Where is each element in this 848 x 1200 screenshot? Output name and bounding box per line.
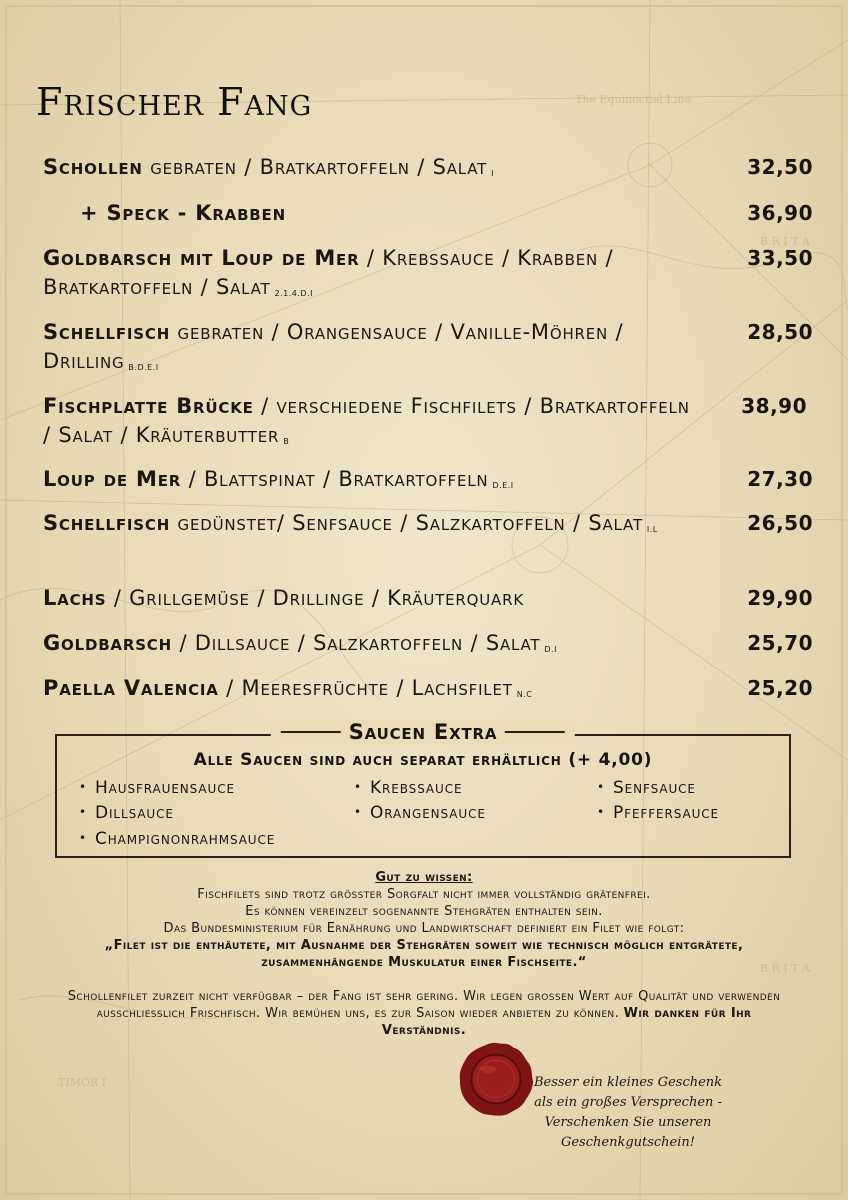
notice-block [0,988,848,1039]
allergen-codes: D.I [544,645,557,654]
menu-item [43,318,813,382]
sauce-item: • Orangensauce [354,803,486,823]
sauce-item: • Pfeffersauce [597,803,719,823]
info-block [0,869,848,971]
availability-notice: Schollenfilet zurzeit nicht verfügbar – der Fang ist sehr gering. Wir legen grossen Wert auf Qualität und verwenden ausschliesslich Frischfisch. Wir bemühen uns, es zur Saison wieder anbieten zu können. [67,989,781,1021]
item-price: 32,50 [747,155,813,179]
allergen-codes: N.C [516,690,533,699]
menu-item [43,674,813,709]
item-name: Goldbarsch [43,631,172,655]
svg-text:TIMOR I: TIMOR I [58,1076,107,1089]
allergen-codes: D.E.I [492,481,514,490]
sauce-item: • Senfsauce [597,778,696,798]
info-line: Fischfilets sind trotz grösster Sorgfalt nicht immer vollständig grätenfrei. [197,887,651,902]
item-name: Goldbarsch mit Loup de Mer [43,246,360,270]
svg-text:B R I T A: B R I T A [760,235,810,248]
menu-item [43,153,813,188]
item-description: gebraten / Orangensauce / Vanille-Möhren / Drilling [43,320,624,373]
sauces-subtitle: Alle Saucen sind auch separat erhältlich (+ 4,00) [193,750,653,770]
item-name: Schellfisch [43,320,171,344]
item-price: 25,20 [747,676,813,700]
item-name: Schollen [43,155,143,179]
menu-item [43,465,813,500]
divider [281,731,341,733]
allergen-codes: I [491,169,494,178]
sauce-item: • Dillsauce [79,803,174,823]
svg-text:The Equinoctial Line: The Equinoctial Line [575,93,691,106]
menu-item [43,244,813,308]
item-price: 36,90 [747,201,813,225]
allergen-codes: I.L [646,525,658,534]
menu-item [43,392,813,456]
item-price: 27,30 [747,467,813,491]
item-description: / Blattspinat / Bratkartoffeln [181,467,489,491]
item-price: 38,90 [741,394,807,418]
item-price: 26,50 [747,511,813,535]
gift-line: Besser ein kleines Geschenk [533,1075,723,1090]
info-heading: Gut zu wissen: [375,870,473,885]
allergen-codes: 2.1.4.D.I [274,289,313,298]
item-name: + Speck - Krabben [80,201,286,225]
page-title: Frischer Fang [36,80,313,124]
item-price: 28,50 [747,320,813,344]
sauce-item: • Champignonrahmsauce [79,829,275,849]
item-price: 25,70 [747,631,813,655]
item-description: / verschiedene Fischfilets / Bratkartoffeln / Salat / Kräuterbutter [43,394,690,447]
sauces-title: Saucen Extra [348,720,498,744]
allergen-codes: B.D.E.I [128,363,159,372]
item-name: Lachs [43,586,107,610]
item-description: gedünstet/ Senfsauce / Salzkartoffeln / Salat [170,511,643,535]
sauce-item: • Hausfrauensauce [79,778,235,798]
menu-item [43,509,813,544]
allergen-codes: B [283,437,290,446]
item-price: 33,50 [747,246,813,270]
sauce-item: • Krebssauce [354,778,462,798]
gift-voucher-text [488,1073,768,1153]
menu-item-addon [43,199,813,228]
sauces-box [55,720,791,858]
info-line: Es können vereinzelt sogenannte Stehgräten enthalten sein. [245,904,603,919]
item-name: Fischplatte Brücke [43,394,254,418]
sauces-heading [271,720,575,744]
item-name: Schellfisch [43,511,171,535]
svg-text:B R I T A: B R I T A [760,962,810,975]
thanks-text: Wir danken für Ihr Verständnis. [381,1006,752,1038]
item-price: 29,90 [747,586,813,610]
divider [505,731,565,733]
gift-line: als ein großes Versprechen - [534,1095,722,1110]
item-description: gebraten / Bratkartoffeln / Salat [142,155,488,179]
item-description: / Krebssauce / Krabben / Bratkartoffeln / Salat [43,246,614,299]
info-line: Das Bundesministerium für Ernährung und Landwirtschaft definiert ein Filet wie folgt: [163,921,685,936]
menu-item [43,629,813,664]
item-name: Paella Valencia [43,676,219,700]
item-description: / Grillgemüse / Drillinge / Kräuterquark [106,586,524,610]
item-description: / Dillsauce / Salzkartoffeln / Salat [171,631,541,655]
menu-item [43,584,813,613]
item-name: Loup de Mer [43,467,182,491]
filet-definition: „Filet ist die enthäutete, mit Ausnahme der Stehgräten soweit wie technisch möglich entgrätete, zusammenhängende Muskulatur einer Fischseite.“ [104,938,744,970]
item-description: / Meeresfrüchte / Lachsfilet [218,676,513,700]
gift-line: Verschenken Sie unseren Geschenkgutschein! [544,1115,712,1150]
